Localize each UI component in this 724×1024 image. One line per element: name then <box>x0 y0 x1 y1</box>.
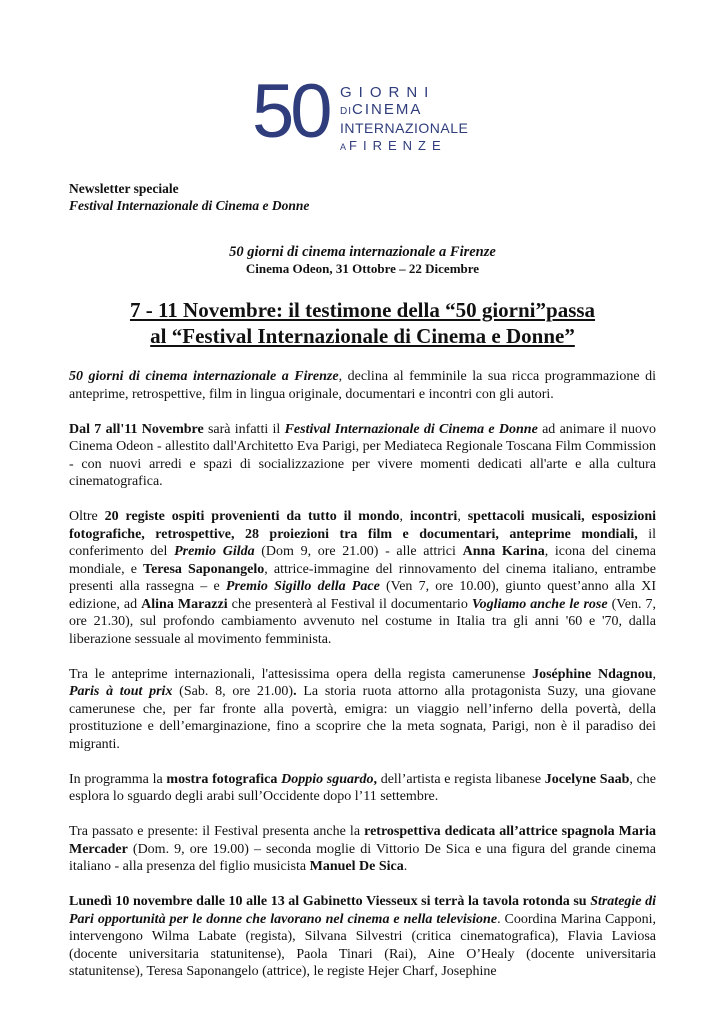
paragraph-intro <box>69 368 656 403</box>
p3-s2: 20 registe ospiti provenienti da tutto il mondo <box>104 509 400 524</box>
paragraph-roundtable <box>69 893 656 981</box>
p3-s6: spettacoli musicali, esposizioni fotografiche, retrospettive, 28 proiezioni tra film e documentari, anteprime mondiali, <box>69 509 657 542</box>
paragraph-exhibition <box>69 771 656 806</box>
p6-s3: (Dom. 9, ore 19.00) – seconda moglie di Vittorio De Sica e una figura del grande cinema italiano - alla presenza del figlio musicista <box>69 841 656 874</box>
p3-teresa-saponangelo: Teresa Saponangelo <box>143 561 265 577</box>
p3-vogliamo: Vogliamo anche le rose <box>471 596 608 612</box>
p5-doppio-sguardo: Doppio sguardo <box>281 771 374 787</box>
newsletter-header <box>69 180 656 214</box>
p3-premio-sigillo: Premio Sigillo della Pace <box>225 579 380 594</box>
p5-s2: mostra fotografica <box>166 771 278 787</box>
logo-line-cinema <box>340 101 468 120</box>
paragraph-retrospective <box>69 823 656 876</box>
p4-s5: (Sab. 8, ore 21.00) <box>172 684 294 699</box>
p3-s5: , <box>457 509 468 524</box>
paragraph-premieres <box>69 666 656 754</box>
p6-s2: retrospettiva dedicata all’attrice spagnola Maria Mercader <box>69 824 656 857</box>
p3-alina-marazzi: Alina Marazzi <box>141 596 228 612</box>
p3-s4: incontri <box>409 509 458 524</box>
p3-s17: che presenterà al Festival il documentario <box>227 596 472 612</box>
newsletter-festival: Festival Internazionale di Cinema e Donne <box>69 198 310 213</box>
p3-premio-gilda: Premio Gilda <box>174 544 255 559</box>
p3-s3: , <box>399 509 410 524</box>
p6-s1: Tra passato e presente: il Festival presenta anche la <box>69 824 365 839</box>
logo-cinema: CINEMA <box>352 101 423 118</box>
p1-emph: 50 giorni di cinema internazionale a Firenze <box>69 369 339 384</box>
p5-s1: In programma la <box>69 771 167 787</box>
p3-s1: Oltre <box>69 509 105 524</box>
paragraph-dates <box>69 421 656 491</box>
p2-text-b: ad animare il nuovo Cinema Odeon - allestito dall'Architetto Eva Parigi, per Mediateca Regionale Toscana Film Commission - con nuovi arredi e spazi di socializzazione per vivere momenti dedicati all'arte e alla cultura cinematografica. <box>69 421 656 489</box>
p7-s1: Lunedì 10 novembre dalle 10 alle 13 al Gabinetto Viesseux si terrà la tavola rotonda su <box>69 894 591 909</box>
p4-s3: , <box>652 666 656 682</box>
p6-s5: . <box>403 859 408 874</box>
p3-s7: il conferimento del <box>69 526 656 559</box>
p4-director: Joséphine Ndagnou <box>532 666 653 682</box>
paragraph-program <box>69 508 656 648</box>
p7-strategie: Strategie di Pari opportunità per le donne che lavorano nel cinema e nella televisione <box>69 894 656 927</box>
p5-s5: , <box>373 771 377 787</box>
p1-text: , declina al femminile la sua ricca programmazione di anteprime, retrospettive, film in lingua originale, documentari e incontri con gli autori. <box>69 369 656 402</box>
p2-text-a: sarà infatti il <box>203 421 285 437</box>
logo-line-giorni: GIORNI <box>340 84 436 101</box>
p5-s8: , che esplora lo sguardo degli arabi sull’Occidente dopo l’11 settembre. <box>69 771 657 804</box>
logo-line-internazionale: INTERNAZIONALE <box>340 120 469 136</box>
p3-s13: , attrice-immagine del rinnovamento del cinema italiano, entrambe presenti alla rassegna – e <box>69 561 657 594</box>
p7-s3: . Coordina Marina Capponi, intervengono Wilma Labate (regista), Silvana Silvestri (critica cinematografica), Flavia Laviosa (docente universitaria statunitense), Paola Tinari (Rai), Aine O’Healy (docente universitaria statunitense), Teresa Saponangelo (attrice), le registe Hejer Charf, Josephine <box>69 911 656 979</box>
logo-a: A <box>340 142 350 152</box>
p3-anna-karina: Anna Karina <box>462 544 545 559</box>
p5-jocelyne-saab: Jocelyne Saab <box>544 771 630 787</box>
p3-s19: (Ven. 7, ore 21.30), sul profondo cambiamento avvenuto nel costume in Italia tra gli anni '60 e '70, dalla liberazione sessuale al movimento femminista. <box>69 596 657 647</box>
p4-s6: . <box>293 684 297 699</box>
logo-number: 50 <box>252 69 329 154</box>
event-venue-dates: Cinema Odeon, 31 Ottobre – 22 Dicembre <box>245 261 480 276</box>
p3-s9: (Dom 9, ore 21.00) - alle attrici <box>254 544 463 559</box>
title-line-2: al “Festival Internazionale di Cinema e Donne” <box>150 324 575 348</box>
p4-s7: La storia ruota attorno alla protagonista Suzy, una giovane camerunese che, per far fronte alla povertà, emigra: un viaggio nell’inferno della povertà, della prostituzione e dell’emarginazione, fino a scoprire che la meta sognata, Parigi, non è il paradiso dei migranti. <box>69 684 657 752</box>
p2-dates: Dal 7 all'11 Novembre <box>69 421 204 437</box>
logo-di: DI <box>340 106 352 117</box>
p4-film: Paris à tout prix <box>69 684 173 699</box>
p5-s6: dell’artista e regista libanese <box>377 771 545 787</box>
logo-line-firenze <box>340 137 468 156</box>
document-body <box>69 180 656 981</box>
logo-wordmark <box>340 84 468 156</box>
newsletter-label: Newsletter speciale <box>69 181 179 196</box>
festival-logo <box>252 69 472 156</box>
p2-festival: Festival Internazionale di Cinema e Donne <box>284 421 538 437</box>
p3-s15: (Ven 7, ore 10.00), giunto quest’anno alla XI edizione, ad <box>69 579 656 612</box>
p3-s11: , icona del cinema mondiale, e <box>69 544 657 577</box>
title-line-1: 7 - 11 Novembre: il testimone della “50 giorni”passa <box>129 298 596 322</box>
p4-s1: Tra le anteprime internazionali, l'attesissima opera della regista camerunense <box>69 666 533 682</box>
event-name: 50 giorni di cinema internazionale a Firenze <box>229 244 496 260</box>
page-title <box>69 297 656 349</box>
p6-manuel-de-sica: Manuel De Sica <box>309 859 404 874</box>
logo-firenze: FIRENZE <box>349 138 447 153</box>
